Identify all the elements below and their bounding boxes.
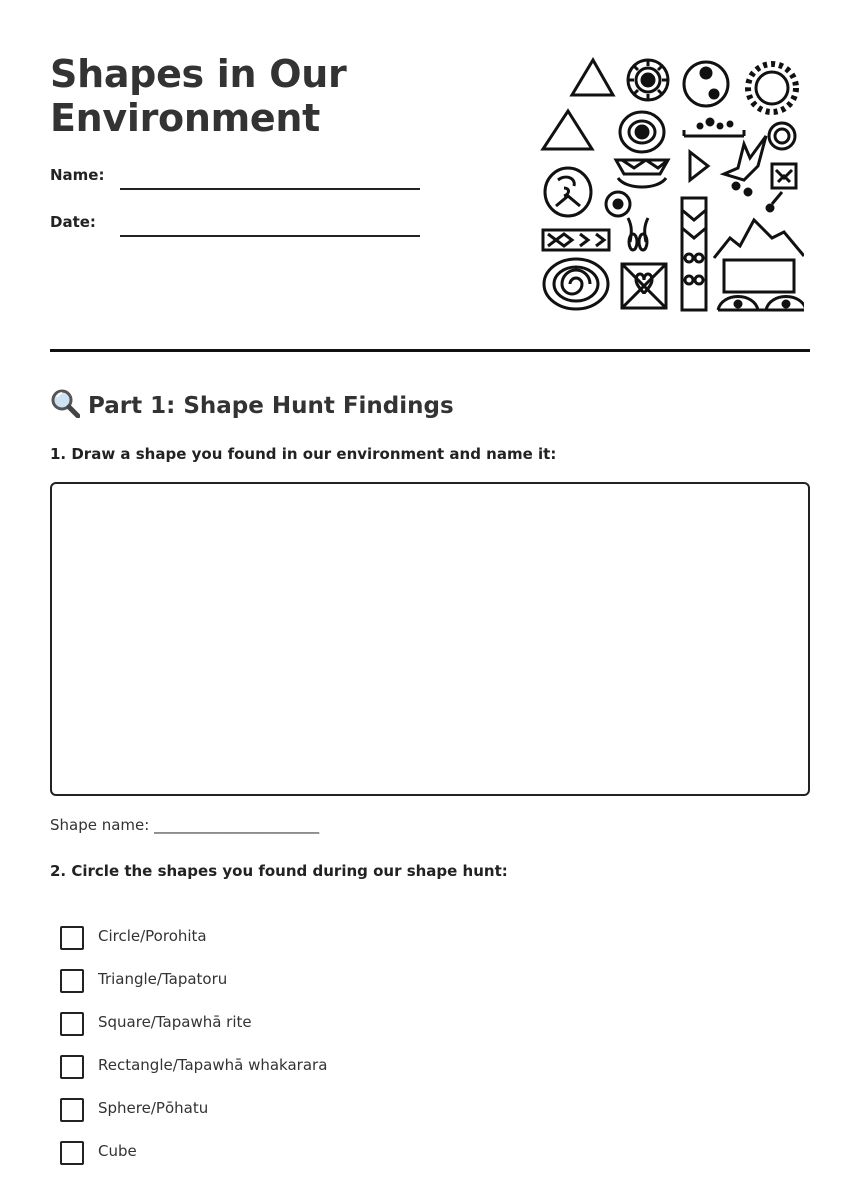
name-field[interactable] <box>50 166 420 196</box>
shape-checklist <box>60 926 460 1184</box>
shape-name-field[interactable]: Shape name: ______________________ <box>50 816 320 834</box>
option-label: Cube <box>98 1142 137 1160</box>
section-title-text: Part 1: Shape Hunt Findings <box>88 393 454 419</box>
date-field[interactable] <box>50 213 420 243</box>
question-2: 2. Circle the shapes you found during our shape hunt: <box>50 862 508 880</box>
list-item[interactable] <box>60 1098 460 1141</box>
date-line[interactable] <box>120 235 420 237</box>
name-line[interactable] <box>120 188 420 190</box>
list-item[interactable] <box>60 1141 460 1184</box>
list-item[interactable] <box>60 1012 460 1055</box>
option-label: Circle/Porohita <box>98 927 207 945</box>
option-label: Square/Tapawhā rite <box>98 1013 252 1031</box>
drawing-area[interactable] <box>50 482 810 796</box>
list-item[interactable] <box>60 926 460 969</box>
list-item[interactable] <box>60 1055 460 1098</box>
list-item[interactable] <box>60 969 460 1012</box>
option-label: Rectangle/Tapawhā whakarara <box>98 1056 328 1074</box>
checkbox-square[interactable] <box>60 1012 84 1036</box>
section-title-part1 <box>50 388 454 419</box>
checkbox-triangle[interactable] <box>60 969 84 993</box>
checkbox-rectangle[interactable] <box>60 1055 84 1079</box>
name-label: Name: <box>50 166 105 184</box>
option-label: Triangle/Tapatoru <box>98 970 228 988</box>
title-line-2: Environment <box>50 96 320 140</box>
date-label: Date: <box>50 213 96 231</box>
checkbox-sphere[interactable] <box>60 1098 84 1122</box>
option-label: Sphere/Pōhatu <box>98 1099 209 1117</box>
checkbox-circle[interactable] <box>60 926 84 950</box>
header-divider <box>50 349 810 352</box>
checkbox-cube[interactable] <box>60 1141 84 1165</box>
title-line-1: Shapes in Our <box>50 52 347 96</box>
question-1: 1. Draw a shape you found in our environment and name it: <box>50 445 557 463</box>
page-title <box>50 52 380 140</box>
maori-shapes-illustration <box>538 56 804 314</box>
magnifying-glass-icon <box>50 388 80 418</box>
